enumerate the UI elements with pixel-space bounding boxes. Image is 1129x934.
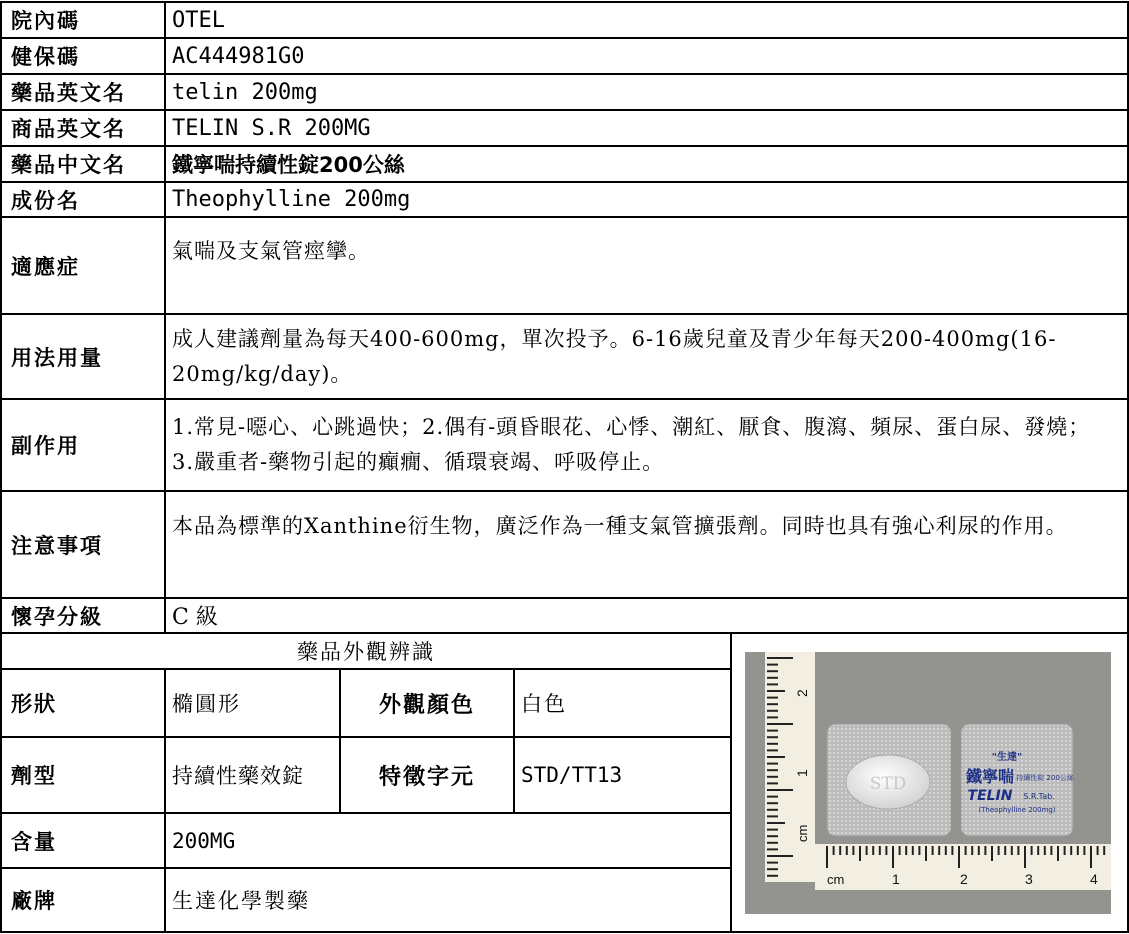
pregnancy-category-label: 懷孕分級 <box>11 604 103 629</box>
ingredient-label: 成份名 <box>11 188 80 213</box>
package-brand: "生達" <box>991 752 1023 763</box>
manufacturer-label: 廠牌 <box>11 889 57 913</box>
horizontal-ruler-number: 2 <box>960 871 968 887</box>
insurance-code-label: 健保碼 <box>11 45 80 69</box>
ingredient-value: Theophylline 200mg <box>172 187 411 212</box>
horizontal-ruler-number: 1 <box>892 871 900 887</box>
strength-label: 含量 <box>11 829 57 854</box>
horizontal-ruler-unit: cm <box>827 872 845 887</box>
insurance-code-value: AC444981G0 <box>172 43 305 69</box>
shape-label: 形狀 <box>11 692 57 716</box>
dosage-label: 用法用量 <box>11 345 103 370</box>
indication-value: 氣喘及支氣管痙攣。 <box>172 239 370 263</box>
package-note: 持續性錠 200公絲 <box>1016 774 1074 782</box>
precautions-label: 注意事項 <box>11 533 103 558</box>
hospital-code-value: OTEL <box>172 7 225 33</box>
package-tab: S.R.Tab. <box>1023 792 1055 801</box>
side-effects-label: 副作用 <box>11 434 80 458</box>
drug-chinese-name-value: 鐵寧喘持續性錠200公絲 <box>172 153 405 177</box>
product-english-name-label: 商品英文名 <box>11 117 126 141</box>
tablet-photo-graphic <box>745 652 1111 914</box>
dosage-form-label: 劑型 <box>11 764 57 788</box>
tablet-imprint: STD <box>869 774 907 794</box>
drug-english-name-value: telin 200mg <box>172 79 318 105</box>
dosage-form-value: 持續性藥效錠 <box>172 764 304 788</box>
package-ingredient: (Theophylline 200mg) <box>978 806 1056 814</box>
vertical-ruler-number: 1 <box>794 769 810 777</box>
imprint-label: 特徵字元 <box>378 764 475 790</box>
appearance-section-title: 藥品外觀辨識 <box>297 640 435 664</box>
hospital-code-label: 院內碼 <box>11 9 80 33</box>
drug-english-name-label: 藥品英文名 <box>11 81 126 105</box>
indication-label: 適應症 <box>11 254 80 279</box>
horizontal-ruler-number: 3 <box>1025 871 1033 887</box>
tablet-photo <box>745 652 1111 914</box>
strength-value: 200MG <box>172 828 236 853</box>
drug-chinese-name-label: 藥品中文名 <box>11 153 126 177</box>
manufacturer-value: 生達化學製藥 <box>172 889 310 913</box>
shape-value: 橢圓形 <box>172 692 241 716</box>
package-chinese-name: 鐵寧喘 <box>965 767 1015 786</box>
dosage-value: 成人建議劑量為每天400-600mg，單次投予。6-16歲兒童及青少年每天200-400mg(16-20mg/kg/day)。 <box>172 327 1057 386</box>
precautions-value: 本品為標準的Xanthine衍生物，廣泛作為一種支氣管擴張劑。同時也具有強心利尿的作用。 <box>172 514 1068 538</box>
vertical-ruler-unit: cm <box>795 824 810 842</box>
vertical-ruler <box>765 652 815 882</box>
pregnancy-category-value: C 級 <box>172 605 218 630</box>
product-english-name-value: TELIN S.R 200MG <box>172 115 371 141</box>
color-value: 白色 <box>521 692 567 716</box>
vertical-ruler-number: 2 <box>794 689 810 697</box>
package-english-name: TELIN <box>967 788 1013 804</box>
imprint-value: STD/TT13 <box>521 763 623 787</box>
color-label: 外觀顏色 <box>378 692 475 718</box>
horizontal-ruler-number: 4 <box>1090 871 1098 887</box>
side-effects-value: 1.常見-噁心、心跳過快；2.偶有-頭昏眼花、心悸、潮紅、厭食、腹瀉、頻尿、蛋白尿、發燒；3.嚴重者-藥物引起的癲癇、循環衰竭、呼吸停止。 <box>172 415 1091 474</box>
